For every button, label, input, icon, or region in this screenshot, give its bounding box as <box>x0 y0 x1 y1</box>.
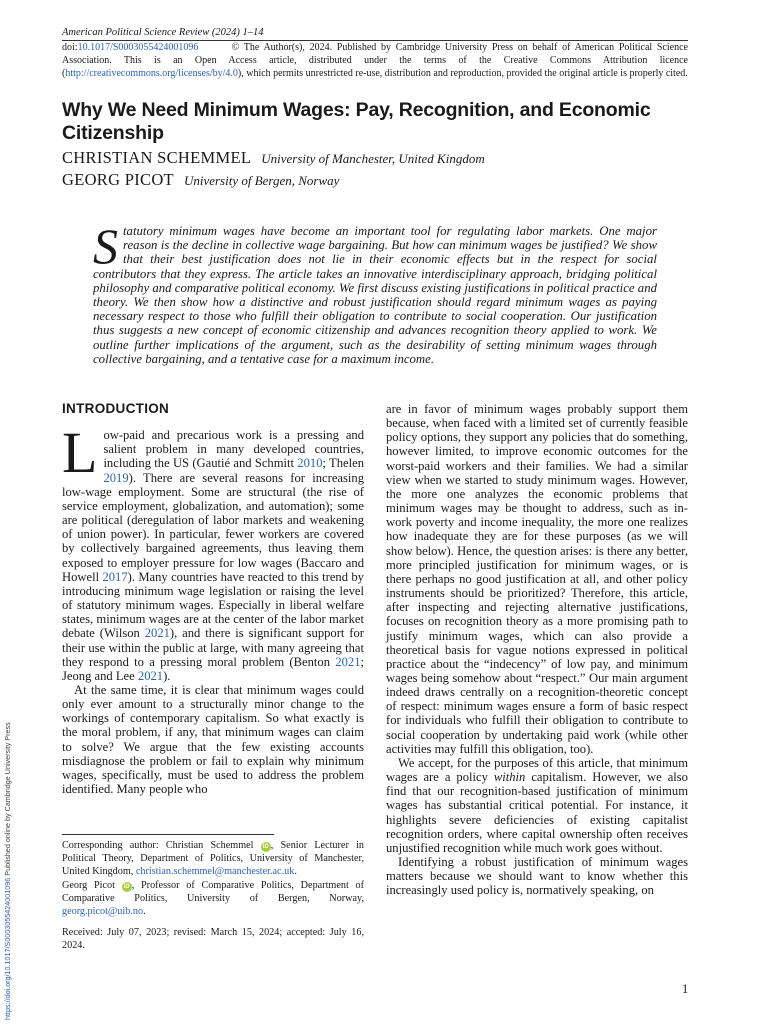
side-publisher-text: Published online by Cambridge University Press <box>3 722 12 878</box>
author-name: CHRISTIAN SCHEMMEL <box>62 148 252 167</box>
paragraph-2-continued: are in favor of minimum wages probably support them because, when faced with a limited set of currently feasible policy options, they support any policies that do something, however limited, to improve economic outcomes for the worst-paid workers and their families. We had a similar view when we started to study minimum wages. However, the more one analyzes the economic problems that minimum wages may be thought to address, such as in-work poverty and income inequality, the more one realizes how inadequate they are for these purposes (as we will show below). Hence, the question arises: is there any better, more principled justification for minimum wages, or is there perhaps no good justification at all, and other policy instruments should be prioritized? Therefore, this article, after inspecting and rejecting alternative justifications, focuses on recognition theory as a more promising path to justify minimum wages, which can also provide a theoretical basis for vague notions expressed in political practice about the “indecency” of low pay, and minimum wages being somehow about “respect.” Our main argument indeed draws centrally on a recognition-theoretic concept of respect: minimum wages ensure a form of basic respect for individuals who fulfill their obligation to contribute to social cooperation by undertaking paid work (while other activities may fulfill this obligation, too). <box>386 402 688 756</box>
abstract <box>93 218 657 366</box>
abstract-dropcap: S <box>93 218 118 274</box>
author-2 <box>62 170 339 190</box>
section-heading: INTRODUCTION <box>62 401 170 416</box>
citation-link[interactable]: 2017 <box>102 569 128 584</box>
text-run: ). Many countries have reacted to this trend by introducing minimum wage legislation or raising the level of statutory minimum wages. Especially in liberal welfare states, minimum wages are at the center of the labor market debate (Wilson <box>62 569 364 641</box>
text-run: . <box>143 906 146 918</box>
text-run: ; Jeong and Lee <box>62 654 364 683</box>
citation-link[interactable]: 2021 <box>137 668 164 683</box>
text-run: Georg Picot <box>62 879 122 891</box>
paragraph-2: At the same time, it is clear that minimum wages could only ever amount to a structurally minor change to the workings of contemporary capitalism. So what exactly is the moral problem, if any, that minimum wages can claim to solve? We argue that the few existing accounts misdiagnose the problem or fail to explain why minimum wages, specifically, must be used to address the problem identified. Many people who <box>62 682 364 797</box>
text-run: capitalism. However, we also find that our recognition-based justification of minimum wages has substantial critical potential. For instance, it highlights severe deficiencies of existing capitalist recognition orders, where capital ownership often receives unjustified recognition while much work goes without. <box>386 770 688 855</box>
page-number: 1 <box>682 982 689 996</box>
text-run: ), and there is significant support for their use within the public at large, with many agreeing that they respond to a pressing moral problem (Benton <box>62 626 364 669</box>
side-doi-note <box>3 660 12 1020</box>
abstract-text: tatutory minimum wages have become an important tool for regulating labor markets. One major reason is the decline in collective wage bargaining. But how can minimum wages be justified? We show that their best justification does not lie in their economic effects but in the respect for social contributors that they express. The article takes an innovative interdisciplinary approach, bridging political philosophy and comparative political economy. We first discuss existing justifications in political practice and theory. We then show how a distinctive and robust justification should regard minimum wages as paying necessary respect to those who fulfill their obligation to contribute to social cooperation. Our justification thus suggests a new concept of economic citizenship and advances recognition theory applied to work. We outline further implications of the argument, such as the desirability of setting minimum wages through collective bargaining, and a tentative case for a maximum income. <box>93 224 657 366</box>
doi-link[interactable]: 10.1017/S0003055424001096 <box>77 42 199 53</box>
orcid-icon[interactable]: iD <box>262 844 269 850</box>
text-run: . <box>294 866 297 878</box>
body-column-left <box>62 402 364 796</box>
text-run: We accept, for the purposes of this article, that minimum wages are a policy <box>386 755 688 785</box>
author-name: GEORG PICOT <box>62 170 174 189</box>
citation-link[interactable]: 2021 <box>335 654 361 669</box>
license-text-end: ), which permits unrestricted re-use, distribution and reproduction, provided the original article is properly cited. <box>237 68 688 79</box>
author-affiliation: University of Bergen, Norway <box>183 173 340 188</box>
doi-prefix: doi: <box>62 42 78 53</box>
body-column-right <box>386 402 688 897</box>
citation-link[interactable]: 2010 <box>297 456 323 471</box>
coauthor-note <box>62 879 364 919</box>
submission-dates: Received: July 07, 2023; revised: March 15, 2024; accepted: July 16, 2024. <box>62 927 364 952</box>
footnote-rule <box>62 834 274 835</box>
orcid-icon[interactable]: iD <box>123 883 130 890</box>
author-1 <box>62 148 485 168</box>
paragraph-3 <box>386 756 688 855</box>
license-link[interactable]: http://creativecommons.org/licenses/by/4.0 <box>65 68 238 79</box>
emphasis-text: within <box>493 770 526 785</box>
text-run: , Professor of Comparative Politics, Department of Comparative Politics, University of Bergen, Norway, <box>62 879 365 904</box>
article-title: Why We Need Minimum Wages: Pay, Recognition, and Economic Citizenship <box>62 99 651 144</box>
citation-link[interactable]: 2019 <box>103 470 129 485</box>
corresponding-author-note <box>62 839 364 879</box>
license-text-start: © The Author(s), 2024. Published by Cambridge University Press on behalf of American Political Science Association. This is an Open Access article, distributed under the terms of the Creative Commons Attribution licence ( <box>62 42 688 79</box>
text-run: ; Thelen <box>322 456 364 471</box>
text-run: ow-paid and precarious work is a pressing and salient problem in many developed countries, including the US (Gautié and Schmitt <box>103 428 364 471</box>
side-doi-link[interactable]: https://doi.org/10.1017/S0003055424001096 <box>3 877 12 1020</box>
paragraph-4: Identifying a robust justification of minimum wages matters because we should want to know whether this increasingly used policy is, normatively speaking, on <box>386 855 688 898</box>
text-run: , Senior Lecturer in Political Theory, Department of Politics, University of Manchester, United Kingdom, <box>62 840 364 878</box>
journal-citation: American Political Science Review (2024) 1–14 <box>62 27 264 38</box>
text-run: Corresponding author: Christian Schemmel <box>62 840 261 851</box>
email-link[interactable]: georg.picot@uib.no <box>62 906 144 918</box>
paragraph-1 <box>62 420 364 683</box>
paragraph-dropcap: L <box>62 420 98 486</box>
text-run: ). There are several reasons for increasing low-wage employment. Some are structural (the rise of service employment, globalization, and automation); some are political (deregulation of labor markets and weakening of union power). In particular, fewer workers are covered by collectively bargained agreements, thus leaving them exposed to employer pressure for low wages (Baccaro and Howell <box>62 470 364 584</box>
author-affiliation: University of Manchester, United Kingdom <box>261 151 485 166</box>
text-run: ). <box>163 668 171 683</box>
citation-link[interactable]: 2021 <box>144 626 170 641</box>
license-block <box>62 41 688 80</box>
email-link[interactable]: christian.schemmel@manchester.ac.uk <box>135 866 295 878</box>
footnotes <box>62 839 364 953</box>
